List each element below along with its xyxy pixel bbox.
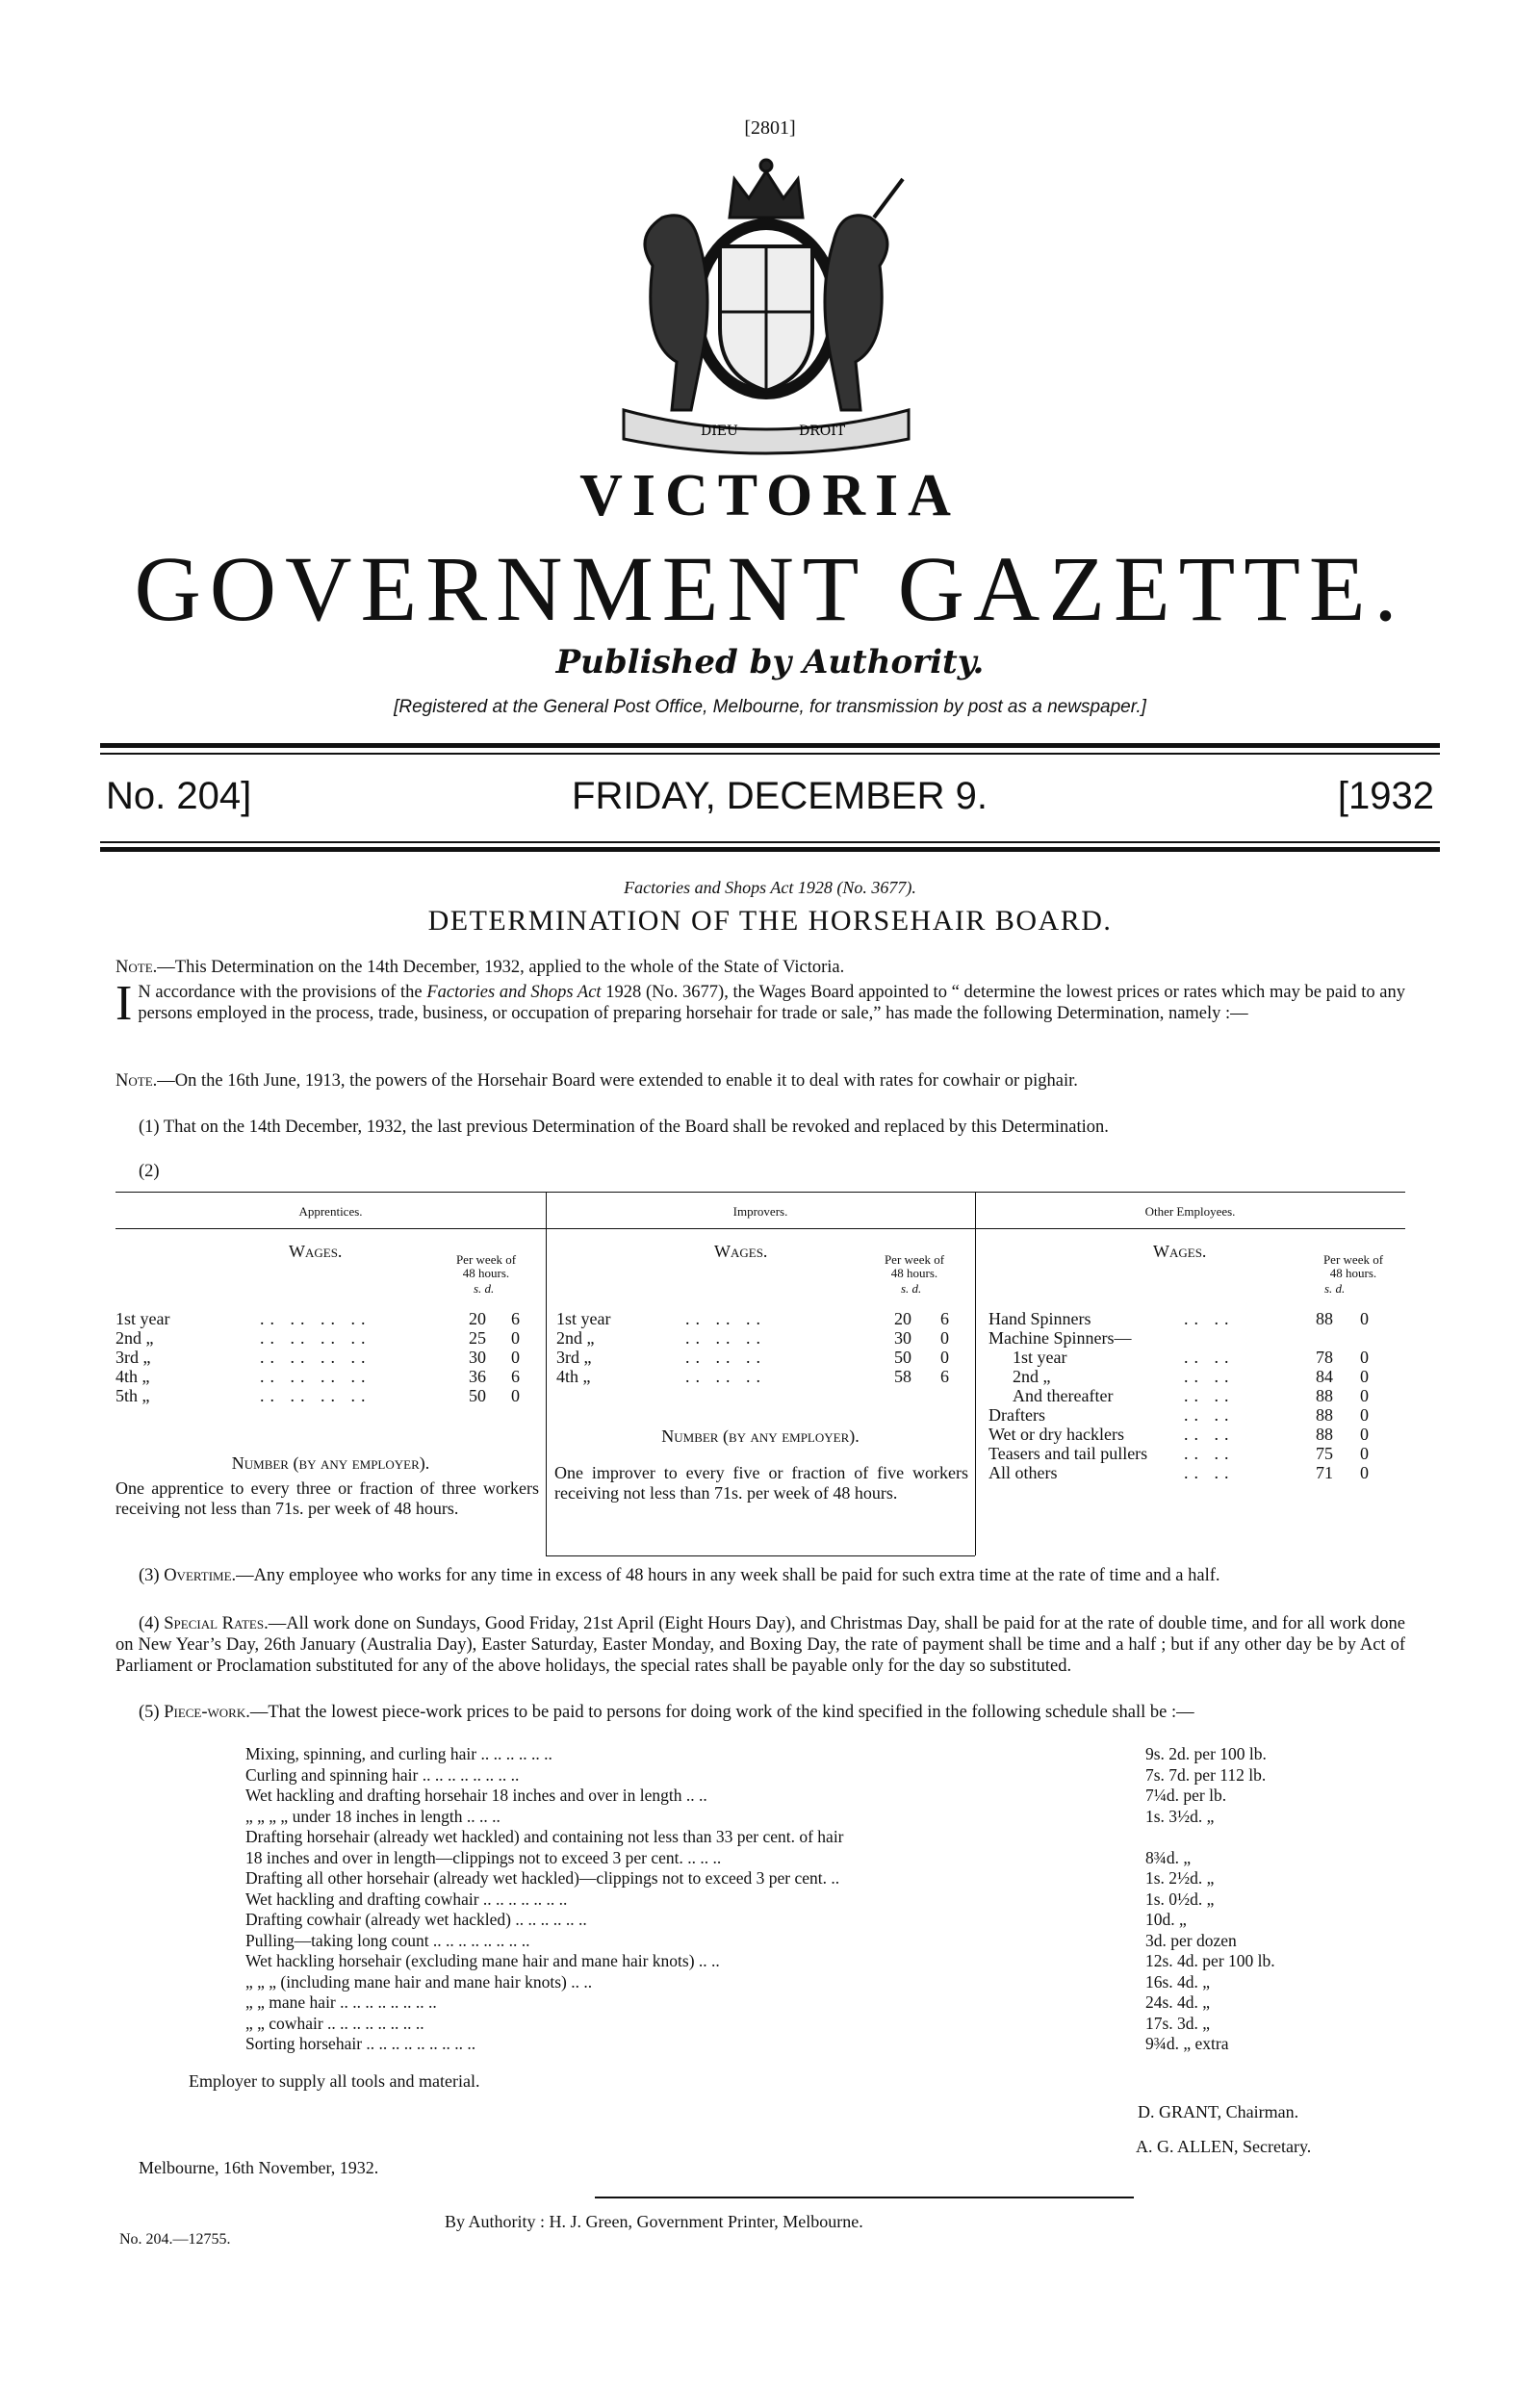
issue-number: No. 204] <box>106 775 252 817</box>
other-hours: 48 hours. <box>1329 1266 1377 1280</box>
table-bottom-rule <box>546 1555 975 1556</box>
other-employees-heading: Other Employees. <box>1144 1204 1236 1219</box>
table-top-rule <box>116 1192 1405 1193</box>
issue-date: FRIDAY, DECEMBER 9. <box>572 775 988 817</box>
improver-row-leaders: .. .. .. <box>685 1367 766 1386</box>
other-row-label: Drafters <box>988 1405 1045 1425</box>
improvers-number-label: Number (by any employer). <box>661 1426 860 1446</box>
registered-notice: [Registered at the General Post Office, Melbourne, for transmission by post as a newspaper.] <box>394 697 1146 717</box>
piece-work-price: 1s. 3½d. „ <box>1145 1806 1215 1826</box>
piece-work-description: 18 inches and over in length—clippings not to exceed 3 per cent. .. .. .. <box>245 1847 722 1867</box>
motto-right-label: DROIT <box>799 424 846 439</box>
piece-work-description: Wet hackling and drafting horsehair 18 inches and over in length .. .. <box>245 1786 707 1805</box>
piece-work-price: 8¾d. „ <box>1145 1847 1192 1867</box>
wages-table <box>116 1192 1405 1557</box>
piece-work-price: 12s. 4d. per 100 lb. <box>1145 1951 1275 1970</box>
apprentice-row-shillings: 30 <box>469 1348 486 1367</box>
piece-work-item <box>245 1931 1352 1951</box>
other-row-leaders: .. .. <box>1184 1405 1235 1425</box>
improvers-wages-label: Wages. <box>714 1242 768 1261</box>
piece-work-item <box>245 2014 1352 2034</box>
intro-paragraph <box>116 976 1405 1031</box>
determination-title: DETERMINATION OF THE HORSEHAIR BOARD. <box>427 905 1113 937</box>
note-1-label: Note. <box>116 958 158 977</box>
apprentices-sd: s. d. <box>474 1281 495 1296</box>
other-row-label: 2nd „ <box>1013 1367 1051 1386</box>
act-reference: Factories and Shops Act 1928 (No. 3677). <box>624 878 916 897</box>
apprentices-heading: Apprentices. <box>298 1204 363 1219</box>
printer-rule <box>595 2197 1134 2198</box>
clause-3-overtime <box>116 1565 1405 1586</box>
apprentices-number-label: Number (by any employer). <box>231 1453 430 1473</box>
chairman-signature: D. GRANT, Chairman. <box>1138 2102 1299 2121</box>
apprentice-row-leaders: .. .. .. .. <box>260 1328 372 1348</box>
other-row-pence: 0 <box>1360 1425 1369 1444</box>
other-row-label: 1st year <box>1013 1348 1067 1367</box>
other-row-shillings: 84 <box>1316 1367 1333 1386</box>
apprentice-row-label: 3rd „ <box>116 1348 151 1367</box>
piece-work-item <box>245 1910 1352 1930</box>
apprentice-row-shillings: 50 <box>469 1386 486 1405</box>
improvers-heading: Improvers. <box>732 1204 788 1219</box>
note-1-text: —This Determination on the 14th December, 1932, applied to the whole of the State of Victoria. <box>157 958 845 977</box>
apprentice-row-leaders: .. .. .. .. <box>260 1309 372 1328</box>
piece-work-description: Mixing, spinning, and curling hair .. .. .. .. .. .. <box>245 1744 552 1763</box>
other-row-shillings: 71 <box>1316 1463 1333 1482</box>
piece-work-item <box>245 1868 1352 1889</box>
improver-row-shillings: 58 <box>894 1367 911 1386</box>
clause-3-text: —Any employee who works for any time in excess of 48 hours in any week shall be paid for such extra time at the rate of time and a half. <box>236 1566 1220 1585</box>
piece-work-item <box>245 1744 1352 1764</box>
other-row-shillings: 78 <box>1316 1348 1333 1367</box>
improver-row-leaders: .. .. .. <box>685 1309 766 1328</box>
piece-work-description: Drafting cowhair (already wet hackled) .. .. .. .. .. .. <box>245 1910 587 1929</box>
piece-work-item <box>245 1992 1352 2013</box>
other-row-label: And thereafter <box>1013 1386 1114 1405</box>
piece-work-item <box>245 2034 1352 2054</box>
issue-year: [1932 <box>1337 775 1434 817</box>
piece-work-description: Curling and spinning hair .. .. .. .. .. .. .. .. <box>245 1764 520 1785</box>
piece-work-item <box>245 1889 1352 1910</box>
table-divider-1 <box>546 1192 547 1555</box>
other-row-shillings: 88 <box>1316 1405 1333 1425</box>
masthead-rule-bottom-thick <box>100 847 1440 852</box>
improver-row-label: 3rd „ <box>556 1348 592 1367</box>
apprentice-row-label: 5th „ <box>116 1386 150 1405</box>
piece-work-description: Drafting all other horsehair (already wet hackled)—clippings not to exceed 3 per cent. .. <box>245 1868 840 1888</box>
table-divider-2 <box>975 1192 976 1555</box>
improver-row-shillings: 50 <box>894 1348 911 1367</box>
piece-work-item <box>245 1827 1352 1847</box>
other-row-shillings: 75 <box>1316 1444 1333 1463</box>
piece-work-item <box>245 1972 1352 1992</box>
other-row-label: Hand Spinners <box>988 1309 1091 1328</box>
apprentice-row-shillings: 20 <box>469 1309 486 1328</box>
other-row-leaders: .. .. <box>1184 1444 1235 1463</box>
note-2 <box>116 1070 1405 1092</box>
other-row-pence: 0 <box>1360 1444 1369 1463</box>
piece-work-description: „ „ „ „ under 18 inches in length .. .. .. <box>245 1806 500 1826</box>
clause-4-label: (4) Special Rates. <box>139 1614 269 1633</box>
improvers-hours: 48 hours. <box>890 1266 938 1280</box>
piece-work-description: Sorting horsehair .. .. .. .. .. .. .. .. .. <box>245 2034 476 2053</box>
piece-work-item <box>245 1786 1352 1806</box>
employer-note: Employer to supply all tools and material. <box>189 2071 480 2091</box>
apprentice-row-pence: 0 <box>511 1328 520 1348</box>
other-row-shillings: 88 <box>1316 1309 1333 1328</box>
piece-work-price: 10d. „ <box>1145 1910 1187 1929</box>
piece-work-item <box>245 1848 1352 1868</box>
other-row-label: Teasers and tail pullers <box>988 1444 1148 1463</box>
improvers-sd: s. d. <box>901 1281 922 1296</box>
other-row-leaders: .. .. <box>1184 1348 1235 1367</box>
apprentice-row-pence: 0 <box>511 1348 520 1367</box>
other-row-leaders: .. .. <box>1184 1386 1235 1405</box>
apprentices-hours: 48 hours. <box>462 1266 510 1280</box>
piece-work-item <box>245 1951 1352 1971</box>
masthead-rule-top <box>100 743 1440 748</box>
improver-row-pence: 0 <box>940 1328 949 1348</box>
apprentice-row-pence: 6 <box>511 1367 520 1386</box>
piece-work-price: 17s. 3d. „ <box>1145 2013 1211 2033</box>
clause-5-text: —That the lowest piece-work prices to be paid to persons for doing work of the kind specified in the following schedule shall be :— <box>249 1703 1194 1722</box>
masthead-subtitle: Published by Authority. <box>555 643 985 681</box>
piece-work-price: 7¼d. per lb. <box>1145 1786 1227 1805</box>
apprentice-row-label: 4th „ <box>116 1367 150 1386</box>
masthead-title-gazette: GOVERNMENT GAZETTE. <box>134 537 1406 640</box>
clause-2-label: (2) <box>139 1162 160 1181</box>
improvers-per-week: Per week of <box>884 1252 945 1267</box>
piece-work-price: 3d. per dozen <box>1145 1930 1237 1950</box>
other-row-leaders: .. .. <box>1184 1425 1235 1444</box>
piece-work-item <box>245 1765 1352 1786</box>
clause-5-piece-work <box>116 1702 1405 1723</box>
improver-row-leaders: .. .. .. <box>685 1348 766 1367</box>
masthead-rule-bottom <box>100 841 1440 843</box>
intro-text-a: N accordance with the provisions of the <box>138 983 427 1002</box>
improver-row-leaders: .. .. .. <box>685 1328 766 1348</box>
other-row-leaders: .. .. <box>1184 1309 1235 1328</box>
clause-4-special-rates <box>116 1613 1405 1677</box>
other-row-pence: 0 <box>1360 1309 1369 1328</box>
other-row-pence: 0 <box>1360 1386 1369 1405</box>
other-wages-label: Wages. <box>1153 1242 1207 1261</box>
apprentice-row-shillings: 36 <box>469 1367 486 1386</box>
other-row-label: Wet or dry hacklers <box>988 1425 1124 1444</box>
issue-line <box>106 775 1434 833</box>
other-row-leaders: .. .. <box>1184 1367 1235 1386</box>
clause-4-text: —All work done on Sundays, Good Friday, 21st April (Eight Hours Day), and Christmas Day, shall be paid for at the rate of double time, and for all work done on New Year’s Day, 26th January (Australia Day), Easter Saturday, Easter Monday, and Boxing Day, the rate of payment shall be time and a half ; but if any other day be by Act of Parliament or Proclamation substituted for any of the above holidays, the special rates shall be payable only for the day so substituted. <box>116 1614 1405 1676</box>
apprentices-ratio: One apprentice to every three or fraction of three workers receiving not less than 71s. per week of 48 hours. <box>116 1478 539 1518</box>
improver-row-pence: 0 <box>940 1348 949 1367</box>
piece-work-price: 16s. 4d. „ <box>1145 1971 1211 1992</box>
piece-work-description: Drafting horsehair (already wet hackled) and containing not less than 33 per cent. of hair <box>245 1827 844 1846</box>
improver-row-label: 4th „ <box>556 1367 591 1386</box>
apprentice-row-pence: 0 <box>511 1386 520 1405</box>
apprentice-row-label: 1st year <box>116 1309 170 1328</box>
improver-row-label: 2nd „ <box>556 1328 595 1348</box>
piece-work-item <box>245 1807 1352 1827</box>
clause-5-label: (5) Piece-work. <box>139 1703 250 1722</box>
piece-work-description: „ „ cowhair .. .. .. .. .. .. .. .. <box>245 2013 424 2033</box>
piece-work-description: „ „ „ (including mane hair and mane hair knots) .. .. <box>245 1971 593 1992</box>
note-2-label: Note. <box>116 1071 158 1091</box>
improvers-ratio: One improver to every five or fraction of five workers receiving not less than 71s. per week of 48 hours. <box>554 1463 968 1503</box>
intro-text-b: 1928 (No. 3677), the Wages Board appointed to “ determine the lowest prices or rates which may be paid to any persons employed in the process, trade, business, or occupation of preparing horsehair for trade or sale,” has made the following Determination, namely :— <box>138 983 1405 1023</box>
piece-work-description: Pulling—taking long count .. .. .. .. .. .. .. .. <box>245 1930 530 1950</box>
clause-3-label: (3) Overtime. <box>139 1566 237 1585</box>
masthead-rule-top-thin <box>100 753 1440 755</box>
apprentice-row-leaders: .. .. .. .. <box>260 1367 372 1386</box>
other-per-week: Per week of <box>1322 1252 1384 1267</box>
intro-dropcap: I <box>116 976 133 1031</box>
other-row-pence: 0 <box>1360 1348 1369 1367</box>
other-row-pence: 0 <box>1360 1367 1369 1386</box>
piece-work-price: 9s. 2d. per 100 lb. <box>1145 1744 1267 1763</box>
table-header-rule <box>116 1228 1405 1229</box>
note-1 <box>116 957 1405 978</box>
apprentice-row-leaders: .. .. .. .. <box>260 1386 372 1405</box>
masthead-title-victoria: VICTORIA <box>579 463 961 528</box>
piece-work-description: Wet hackling and drafting cowhair .. .. .. .. .. .. .. <box>245 1889 568 1909</box>
piece-work-price: 1s. 2½d. „ <box>1145 1868 1215 1888</box>
other-row-label: All others <box>988 1463 1058 1482</box>
other-row-pence: 0 <box>1360 1463 1369 1482</box>
other-row-leaders: .. .. <box>1184 1463 1235 1482</box>
apprentice-row-leaders: .. .. .. .. <box>260 1348 372 1367</box>
other-sd: s. d. <box>1324 1281 1346 1296</box>
apprentice-row-pence: 6 <box>511 1309 520 1328</box>
apprentices-wages-label: Wages. <box>289 1242 343 1261</box>
improver-row-pence: 6 <box>940 1367 949 1386</box>
other-row-pence: 0 <box>1360 1405 1369 1425</box>
footer-number: No. 204.—12755. <box>119 2231 231 2248</box>
other-row-label: Machine Spinners— <box>988 1328 1132 1348</box>
piece-work-price: 1s. 0½d. „ <box>1145 1889 1215 1909</box>
printer-credit: By Authority : H. J. Green, Government Printer, Melbourne. <box>445 2212 863 2231</box>
piece-work-description: Wet hackling horsehair (excluding mane hair and mane hair knots) .. .. <box>245 1951 720 1970</box>
secretary-signature: A. G. ALLEN, Secretary. <box>1136 2137 1312 2156</box>
coat-of-arms-image <box>585 150 947 456</box>
piece-work-price: 24s. 4d. „ <box>1145 1992 1211 2012</box>
motto-left-label: DIEU <box>701 424 738 439</box>
improver-row-pence: 6 <box>940 1309 949 1328</box>
note-2-text: —On the 16th June, 1913, the powers of the Horsehair Board were extended to enable it to deal with rates for cowhair or pighair. <box>157 1071 1078 1091</box>
apprentice-row-label: 2nd „ <box>116 1328 154 1348</box>
piece-work-price: 7s. 7d. per 112 lb. <box>1145 1764 1267 1785</box>
improver-row-shillings: 20 <box>894 1309 911 1328</box>
improver-row-label: 1st year <box>556 1309 611 1328</box>
piece-work-description: „ „ mane hair .. .. .. .. .. .. .. .. <box>245 1992 437 2012</box>
apprentice-row-shillings: 25 <box>469 1328 486 1348</box>
clause-1: (1) That on the 14th December, 1932, the last previous Determination of the Board shall be revoked and replaced by this Determination. <box>139 1118 1109 1137</box>
intro-act-name: Factories and Shops Act <box>426 983 602 1002</box>
improver-row-shillings: 30 <box>894 1328 911 1348</box>
other-row-shillings: 88 <box>1316 1425 1333 1444</box>
piece-work-price: 9¾d. „ extra <box>1145 2034 1229 2053</box>
other-row-shillings: 88 <box>1316 1386 1333 1405</box>
place-date: Melbourne, 16th November, 1932. <box>139 2158 379 2177</box>
page-number: [2801] <box>744 117 796 139</box>
apprentices-per-week: Per week of <box>455 1252 517 1267</box>
